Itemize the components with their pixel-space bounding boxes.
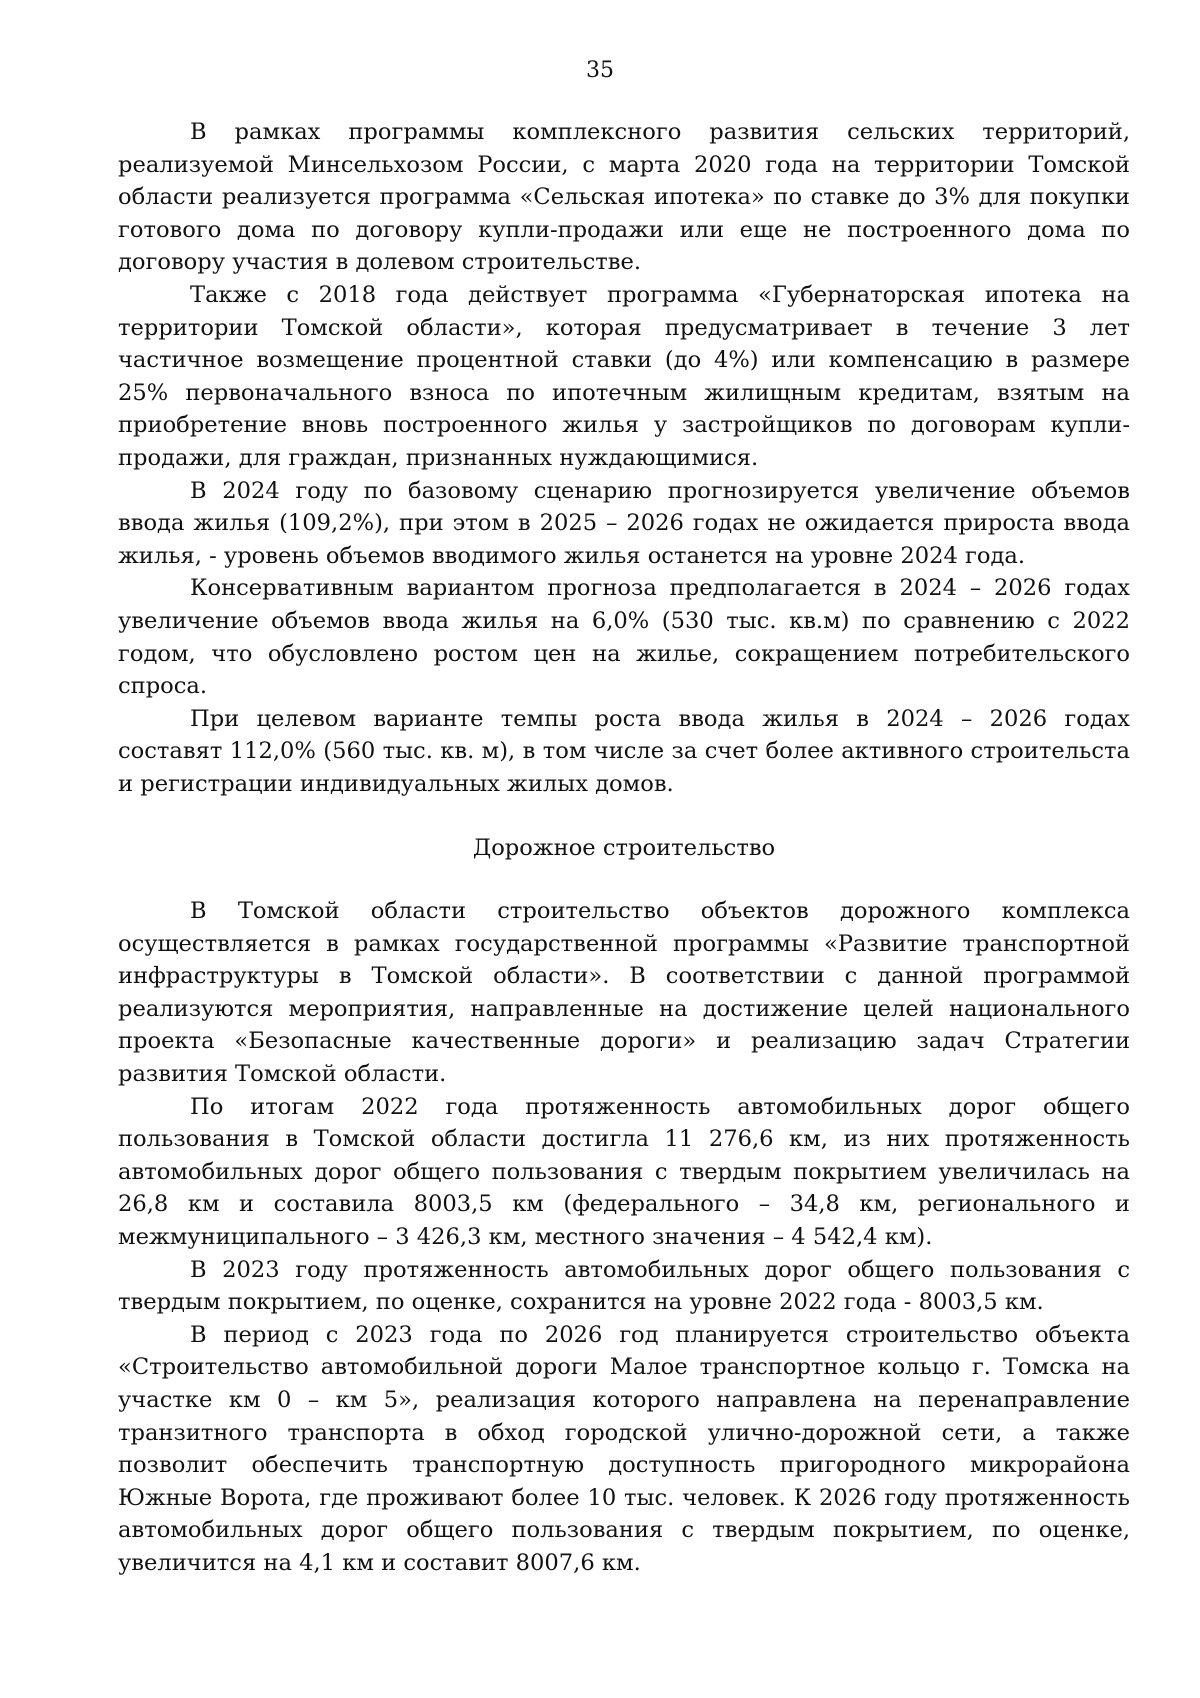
paragraph-road-estimate-2023: В 2023 году протяженность автомобильных дорог общего пользования с твердым покрытием, по оценке, сохранится на уровне 2022 года - 8003,5 км. bbox=[118, 1256, 1130, 1316]
paragraph-conservative-scenario: Консервативным вариантом прогноза предполагается в 2024 – 2026 годах увеличение объемов ввода жилья на 6,0% (530 тыс. кв.м) по сравнению с 2022 годом, что обусловлено ростом цен на жилье, сокращением потребительского спроса. bbox=[118, 575, 1130, 700]
paragraph-governor-mortgage: Также с 2018 года действует программа «Губернаторская ипотека на территории Томской области», которая предусматривает в течение 3 лет частичное возмещение процентной ставки (до 4%) или компенсацию в размере 25% первоначального взноса по ипотечным жилищным кредитам, взятым на приобретение вновь построенного жилья у застройщиков по договорам купли-продажи, для граждан, признанных нуждающимися. bbox=[118, 281, 1130, 471]
paragraph-rural-mortgage: В рамках программы комплексного развития сельских территорий, реализуемой Минсельхозом России, с марта 2020 года на территории Томской области реализуется программа «Сельская ипотека» по ставке до 3% для покупки готового дома по договору купли-продажи или еще не построенного дома по договору участия в долевом строительстве. bbox=[118, 119, 1130, 276]
paragraph-road-results-2022: По итогам 2022 года протяженность автомобильных дорог общего пользования в Томской области достигла 11 276,6 км, из них протяженность автомобильных дорог общего пользования с твердым покрытием увеличилась на 26,8 км и составила 8003,5 км (федерального – 34,8 км, регионального и межмуниципального – 3 426,3 км, местного значения – 4 542,4 км). bbox=[118, 1093, 1130, 1250]
page-number: 35 bbox=[586, 58, 614, 83]
paragraph-road-program: В Томской области строительство объектов дорожного комплекса осуществляется в рамках государственной программы «Развитие транспортной инфраструктуры в Томской области». В соответствии с данной программой реализуются мероприятия, направленные на достижение целей национального проекта «Безопасные качественные дороги» и реализацию задач Стратегии развития Томской области. bbox=[118, 898, 1130, 1088]
paragraph-base-scenario: В 2024 году по базовому сценарию прогнозируется увеличение объемов ввода жилья (109,2%), при этом в 2025 – 2026 годах не ожидается прироста ввода жилья, - уровень объемов вводимого жилья останется на уровне 2024 года. bbox=[118, 477, 1130, 569]
document-body bbox=[118, 116, 1130, 1580]
section-heading-road-construction: Дорожное строительство bbox=[472, 835, 776, 862]
paragraph-ring-road-project: В период с 2023 года по 2026 год планируется строительство объекта «Строительство автомобильной дороги Малое транспортное кольцо г. Томска на участке км 0 – км 5», реализация которого направлена на перенаправление транзитного транспорта в обход городской улично-дорожной сети, а также позволит обеспечить транспортную доступность пригородного микрорайона Южные Ворота, где проживают более 10 тыс. человек. К 2026 году протяженность автомобильных дорог общего пользования с твердым покрытием, по оценке, увеличится на 4,1 км и составит 8007,6 км. bbox=[118, 1321, 1130, 1576]
paragraph-target-scenario: При целевом варианте темпы роста ввода жилья в 2024 – 2026 годах составят 112,0% (560 тыс. кв. м), в том числе за счет более активного строительста и регистрации индивидуальных жилых домов. bbox=[118, 705, 1130, 797]
